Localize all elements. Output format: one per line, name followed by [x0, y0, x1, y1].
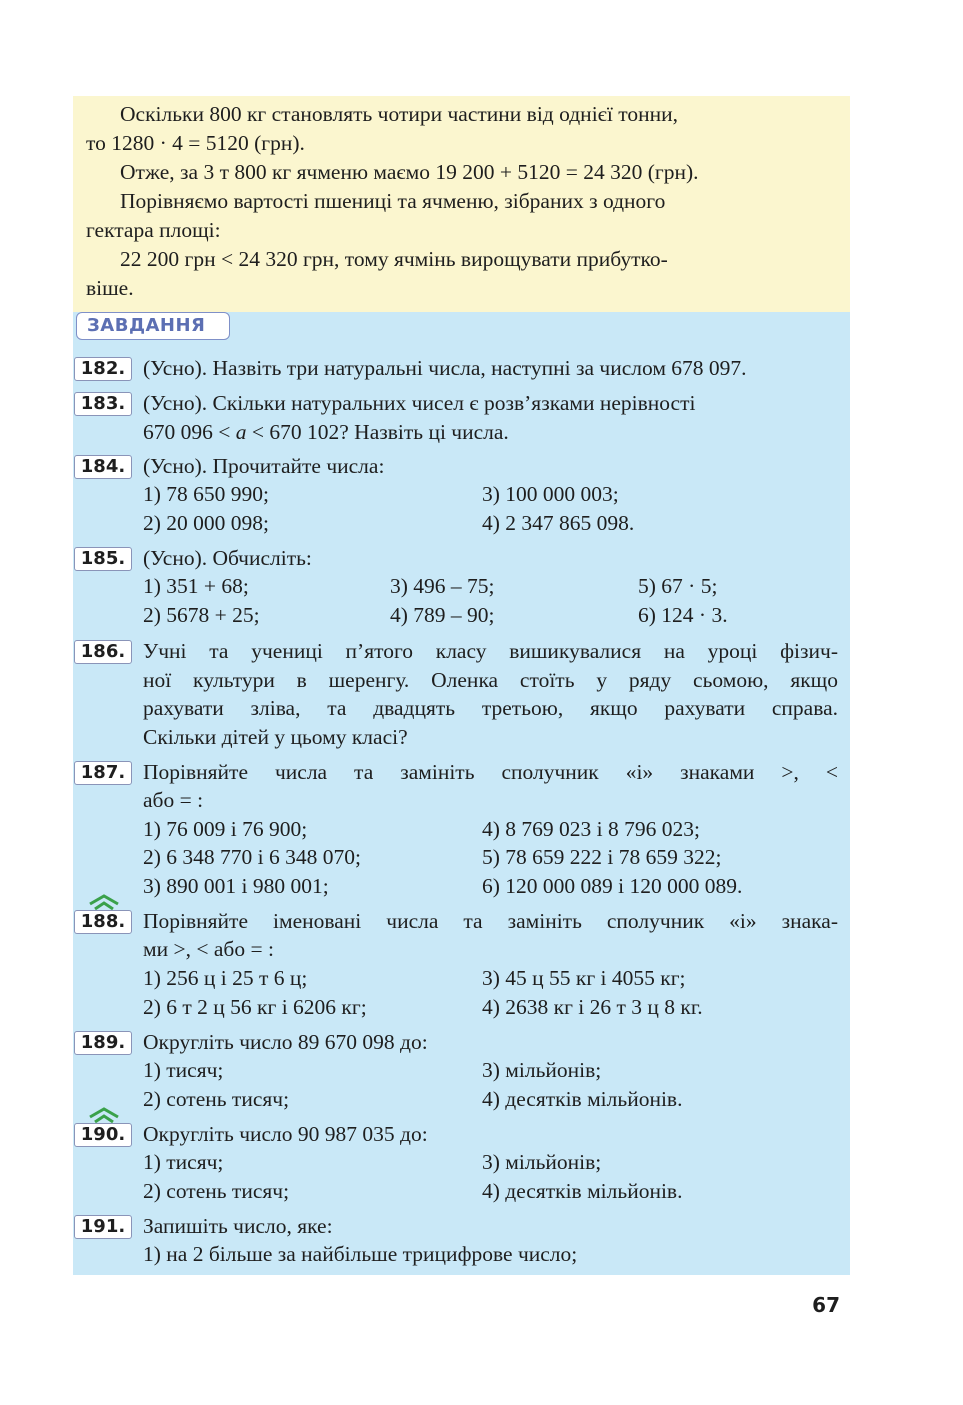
- task-item: 4) 2638 кг і 26 т 3 ц 8 кг.: [482, 995, 703, 1019]
- task-text: (Усно). Прочитайте числа:: [143, 454, 385, 478]
- task-item: 4) 8 769 023 і 8 796 023;: [482, 817, 700, 841]
- task-text: (Усно). Скільки натуральних чисел є розв’язками нерівності: [143, 391, 696, 415]
- task-number: 190.: [74, 1123, 132, 1147]
- task-text: ми >, < або = :: [143, 937, 274, 961]
- intro-line: Порівняємо вартості пшениці та ячменю, зібраних з одного: [120, 189, 666, 213]
- task-text: рахувати зліва, та двадцять третьою, якщо рахувати справа.: [143, 696, 838, 720]
- task-item: 6) 124 · 3.: [638, 603, 728, 627]
- intro-line: віше.: [86, 276, 134, 300]
- task-item: 3) 496 – 75;: [390, 574, 495, 598]
- task-item: 5) 78 659 222 і 78 659 322;: [482, 845, 722, 869]
- task-number: 183.: [74, 392, 132, 416]
- task-item: 3) 890 001 і 980 001;: [143, 874, 329, 898]
- homework-icon: [88, 1107, 120, 1123]
- page-number: 67: [812, 1293, 840, 1317]
- task-text: Запишіть число, яке:: [143, 1214, 333, 1238]
- task-item: 1) 351 + 68;: [143, 574, 249, 598]
- task-text: Скільки дітей у цьому класі?: [143, 725, 408, 749]
- task-item: 3) мільйонів;: [482, 1058, 602, 1082]
- task-text: 1) на 2 більше за найбільше трицифрове число;: [143, 1242, 578, 1266]
- task-text: (Усно). Назвіть три натуральні числа, наступні за числом 678 097.: [143, 356, 747, 380]
- task-item: 2) сотень тисяч;: [143, 1179, 290, 1203]
- task-item: 1) 76 009 і 76 900;: [143, 817, 308, 841]
- task-number: 188.: [74, 910, 132, 934]
- task-item: 3) 45 ц 55 кг і 4055 кг;: [482, 966, 686, 990]
- task-item: 1) 78 650 990;: [143, 482, 270, 506]
- task-item: 1) 256 ц і 25 т 6 ц;: [143, 966, 308, 990]
- task-item: 4) десятків мільйонів.: [482, 1179, 683, 1203]
- task-item: 1) тисяч;: [143, 1150, 224, 1174]
- task-item: 5) 67 · 5;: [638, 574, 718, 598]
- task-item: 4) десятків мільйонів.: [482, 1087, 683, 1111]
- task-text: (Усно). Обчисліть:: [143, 546, 312, 570]
- intro-line: гектара площі:: [86, 218, 221, 242]
- task-item: 4) 789 – 90;: [390, 603, 495, 627]
- task-text: Округліть число 90 987 035 до:: [143, 1122, 428, 1146]
- task-item: 2) 5678 + 25;: [143, 603, 260, 627]
- task-text: або = :: [143, 788, 204, 812]
- intro-line: Отже, за 3 т 800 кг ячменю маємо 19 200 + 5120 = 24 320 (грн).: [120, 160, 699, 184]
- task-text: ної культури в шеренгу. Оленка стоїть у ряду сьомою, якщо: [143, 668, 838, 692]
- homework-icon: [88, 894, 120, 910]
- task-number: 189.: [74, 1031, 132, 1055]
- task-item: 2) сотень тисяч;: [143, 1087, 290, 1111]
- task-number: 185.: [74, 547, 132, 571]
- task-text: Округліть число 89 670 098 до:: [143, 1030, 428, 1054]
- task-number: 191.: [74, 1215, 132, 1239]
- task-item: 1) тисяч;: [143, 1058, 224, 1082]
- task-item: 6) 120 000 089 і 120 000 089.: [482, 874, 743, 898]
- intro-line: 22 200 грн < 24 320 грн, тому ячмінь вирощувати прибутко-: [120, 247, 668, 271]
- task-text: Порівняйте іменовані числа та замініть сполучник «і» знака-: [143, 909, 838, 933]
- task-number: 186.: [74, 640, 132, 664]
- task-item: 3) 100 000 003;: [482, 482, 619, 506]
- task-item: 3) мільйонів;: [482, 1150, 602, 1174]
- intro-line: Оскільки 800 кг становлять чотири частини від однієї тонни,: [120, 102, 678, 126]
- task-text: 670 096 < a < 670 102? Назвіть ці числа.: [143, 420, 509, 444]
- task-text: Порівняйте числа та замініть сполучник «і» знаками >, <: [143, 760, 838, 784]
- task-item: 2) 6 348 770 і 6 348 070;: [143, 845, 361, 869]
- task-item: 2) 6 т 2 ц 56 кг і 6206 кг;: [143, 995, 367, 1019]
- task-text: Учні та учениці п’ятого класу вишикувалися на уроці фізич-: [143, 639, 838, 663]
- task-item: 4) 2 347 865 098.: [482, 511, 635, 535]
- task-number: 182.: [74, 357, 132, 381]
- section-title: ЗАВДАННЯ: [76, 312, 230, 340]
- task-number: 184.: [74, 455, 132, 479]
- intro-line: то 1280 · 4 = 5120 (грн).: [86, 131, 305, 155]
- task-item: 2) 20 000 098;: [143, 511, 270, 535]
- task-number: 187.: [74, 761, 132, 785]
